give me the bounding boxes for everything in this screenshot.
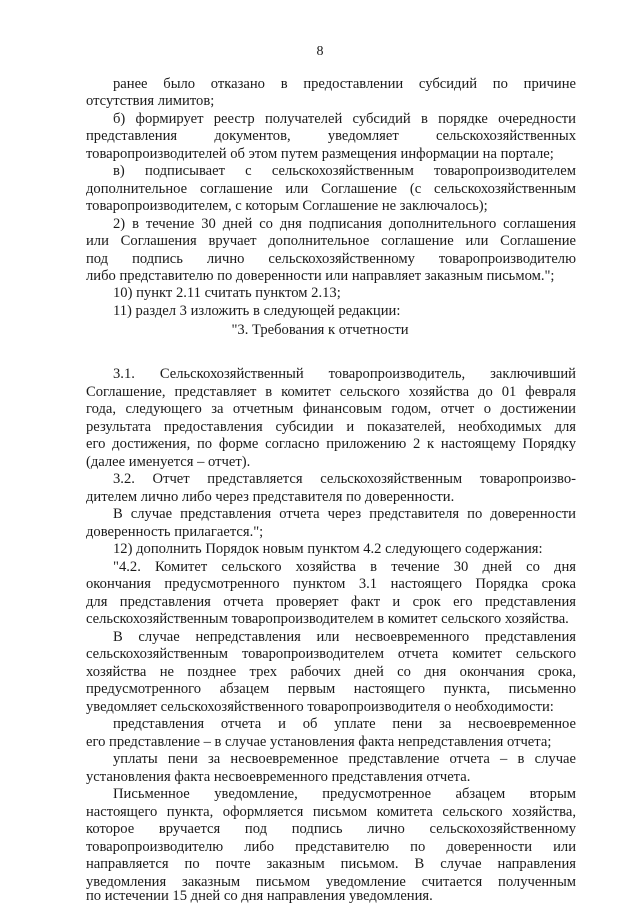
text-line: его достижения, по форме согласно приложению 2 к настоящему Порядку: [86, 436, 576, 452]
text-line: его представление – в случае установления факта непредставления отчета;: [86, 734, 552, 750]
text-line: б) формирует реестр получателей субсидий в порядке очередности: [113, 111, 576, 127]
text-line: дителем лично либо через представителя по доверенности.: [86, 489, 455, 505]
text-line: доверенность прилагается.";: [86, 524, 264, 540]
text-line: года, следующего за отчетным финансовым годом, отчет о достижении: [86, 401, 576, 417]
text-line: предусмотренного абзацем первым настоящего пункта, письменно: [86, 681, 576, 697]
text-line: которое вручается под подпись лично сельскохозяйственному: [86, 821, 576, 837]
text-line: настоящего пункта, оформляется письмом комитета сельского хозяйства,: [86, 804, 576, 820]
text-line: 12) дополнить Порядок новым пунктом 4.2 следующего содержания:: [113, 541, 543, 557]
text-line: установления факта несвоевременного представления отчета.: [86, 769, 471, 785]
text-line: представления отчета и об уплате пени за несвоевременное: [113, 716, 576, 732]
section-heading: "3. Требования к отчетности: [231, 322, 409, 338]
page-number: 8: [316, 44, 324, 59]
text-line: Письменное уведомление, предусмотренное абзацем вторым: [113, 786, 576, 802]
text-line: В случае непредставления или несвоевременного представления: [113, 629, 576, 645]
text-line: по истечении 15 дней со дня направления уведомления.: [86, 888, 433, 904]
text-line: в) подписывает с сельскохозяйственным товаропроизводителем: [113, 163, 576, 179]
text-line: результата предоставления субсидии и показателей, необходимых для: [86, 419, 576, 435]
text-line: дополнительное соглашение или Соглашение (с сельскохозяйственным: [86, 181, 576, 197]
text-line: сельскохозяйственным товаропроизводителем отчета комитет сельского: [86, 646, 576, 662]
text-line: 3.1. Сельскохозяйственный товаропроизводитель, заключивший: [113, 366, 576, 382]
text-line: под подпись лично сельскохозяйственному товаропроизводителю: [86, 251, 576, 267]
text-line: ранее было отказано в предоставлении субсидий по причине: [113, 76, 576, 92]
text-line: 11) раздел 3 изложить в следующей редакции:: [113, 303, 401, 319]
text-line: либо представителю по доверенности или направляет заказным письмом.";: [86, 268, 555, 284]
text-line: или Соглашения вручает дополнительное соглашение или Соглашение: [86, 233, 576, 249]
text-line: (далее именуется – отчет).: [86, 454, 251, 470]
text-line: сельскохозяйственным товаропроизводителем в комитет сельского хозяйства.: [86, 611, 569, 627]
text-line: Соглашение, представляет в комитет сельского хозяйства до 01 февраля: [86, 384, 576, 400]
text-line: направляется по почте заказным письмом. В случае направления: [86, 856, 576, 872]
text-line: 10) пункт 2.11 считать пунктом 2.13;: [113, 285, 341, 301]
text-line: "4.2. Комитет сельского хозяйства в течение 30 дней со дня: [113, 559, 576, 575]
text-line: В случае представления отчета через представителя по доверенности: [113, 506, 576, 522]
text-line: уведомления заказным письмом уведомление считается полученным: [86, 874, 576, 890]
text-line: хозяйства не позднее трех рабочих дней со дня окончания срока,: [86, 664, 576, 680]
text-line: товаропроизводителем, с которым Соглашение не заключалось);: [86, 198, 488, 214]
text-line: уведомляет сельскохозяйственного товаропроизводителя о необходимости:: [86, 699, 554, 715]
text-line: товаропроизводителю либо представителю по доверенности или: [86, 839, 576, 855]
text-line: уплаты пени за несвоевременное представление отчета – в случае: [113, 751, 576, 767]
text-line: товаропроизводителей об этом путем размещения информации на портале;: [86, 146, 554, 162]
text-line: 3.2. Отчет представляется сельскохозяйственным товаропроизво-: [113, 471, 576, 487]
text-line: представления документов, уведомляет сельскохозяйственных: [86, 128, 576, 144]
text-line: 2) в течение 30 дней со дня подписания дополнительного соглашения: [113, 216, 576, 232]
text-line: отсутствия лимитов;: [86, 93, 215, 109]
text-line: окончания предусмотренного пунктом 3.1 настоящего Порядка срока: [86, 576, 576, 592]
text-line: для представления отчета проверяет факт и срок его представления: [86, 594, 576, 610]
